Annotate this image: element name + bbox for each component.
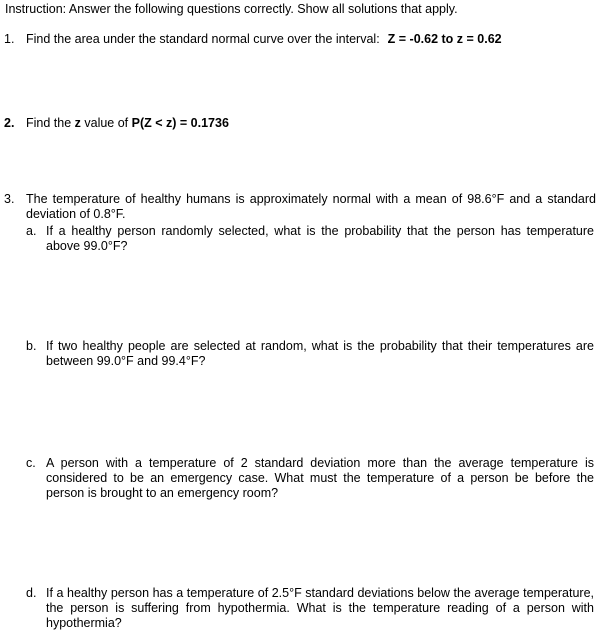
subquestion-text: A person with a temperature of 2 standard deviation more than the average temperature is considered to be an emergency case. What must the temperature of a person be before the person is brought to an emergency room? bbox=[46, 456, 594, 500]
subquestion-a bbox=[26, 224, 594, 256]
question-1 bbox=[4, 32, 596, 48]
subquestion-text: If a healthy person randomly selected, what is the probability that the person has temperature above 99.0°F? bbox=[46, 224, 594, 253]
subquestion-c bbox=[26, 456, 594, 504]
question-text: The temperature of healthy humans is approximately normal with a mean of 98.6°F and a standard deviation of 0.8°F. bbox=[26, 192, 596, 221]
subquestion-b bbox=[26, 339, 594, 371]
subquestion-label: b. bbox=[26, 339, 37, 353]
subquestion-text: If a healthy person has a temperature of 2.5°F standard deviations below the average temperature, the person is suffering from hypothermia. What is the temperature reading of a person with hypothermia? bbox=[46, 586, 594, 630]
subquestion-label: d. bbox=[26, 586, 37, 600]
instruction-line: Instruction: Answer the following questions correctly. Show all solutions that apply. bbox=[5, 2, 458, 16]
question-text bbox=[26, 32, 596, 47]
question-2-prompt-start: Find the bbox=[26, 116, 75, 130]
question-1-prompt: Find the area under the standard normal curve over the interval: bbox=[26, 32, 380, 46]
question-number: 1. bbox=[4, 32, 15, 46]
question-3 bbox=[4, 192, 596, 224]
question-2-prompt-mid: value of bbox=[80, 116, 132, 130]
subquestion-label: c. bbox=[26, 456, 36, 470]
question-2 bbox=[4, 116, 596, 132]
subquestion-d bbox=[26, 586, 594, 634]
question-2-probability: P(Z < z) = 0.1736 bbox=[131, 116, 229, 130]
question-number: 3. bbox=[4, 192, 15, 206]
subquestion-label: a. bbox=[26, 224, 37, 238]
question-2-z-variable: z bbox=[74, 116, 81, 130]
question-text bbox=[26, 116, 596, 131]
question-number: 2. bbox=[4, 116, 15, 130]
question-1-interval: Z = -0.62 to z = 0.62 bbox=[387, 32, 502, 46]
subquestion-text: If two healthy people are selected at random, what is the probability that their temperatures are between 99.0°F and 99.4°F? bbox=[46, 339, 594, 368]
